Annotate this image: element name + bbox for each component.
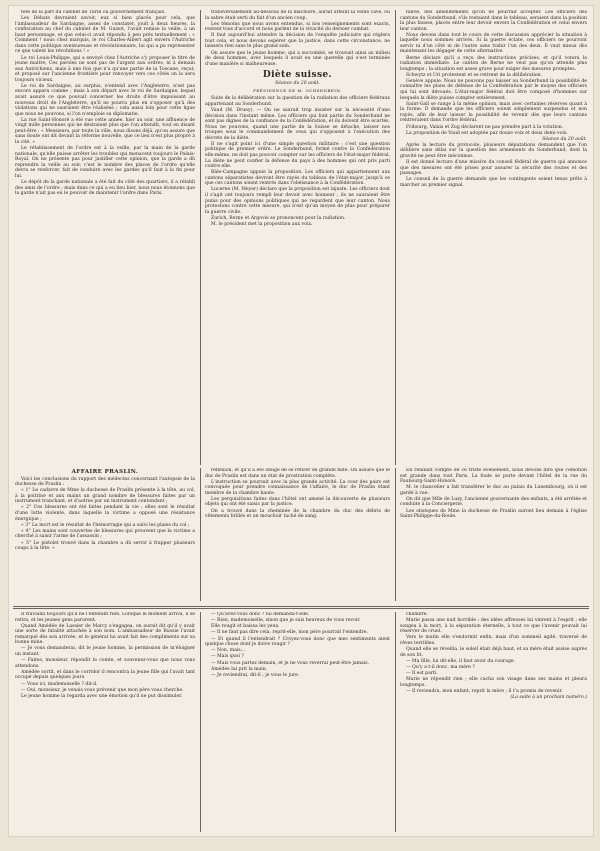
paragraph: « 1° Le cadavre de Mme la duchesse de Praslin présente à la tête, au col, à la poitrine et aux mains un grand nombre de blessures faites par un instrument tranchant, et d'autres par un instrument contondant ; <box>15 488 195 505</box>
paragraph: On dit que Mlle de Luzy, l'ancienne gouvernante des enfants, a été arrêtée et conduite à la Conciergerie. <box>400 496 587 508</box>
paragraph: Bâle-Campagne appuie la proposition. Les officiers qui appartiennent aux cantons séparatistes devront être rayés du tableau de l'état-major, jusqu'à ce que ces cantons soient rentrés dans l'obéissance à la Confédération. <box>205 170 390 187</box>
paragraph: Il est donné lecture d'une missive du conseil fédéral de guerre qui annonce que des mesures ont été prises pour assurer la sécurité des routes et des passages. <box>400 160 587 177</box>
column-rule <box>200 468 201 601</box>
feuilleton-rule-2 <box>13 608 589 609</box>
paragraph: Le rétablissement de l'ordre est à la veille, par la main de la garde nationale, qu'elle puisse arrêter les troubles qui menacent toujours le Palais-Royal. On ne présente pas pour justifier cette opinion, que la garde a dû reprendre la veille au soir, c'est le nombre des places de l'ordre qu'elle devra se renforcer, fait de conduire avec les gardes qu'il faut à la fin pour lui. <box>15 146 195 179</box>
paragraph: Fribourg, Valais et Zug déclarent ne pas prendre part à la votation. <box>406 124 564 130</box>
paragraph: M. le chancelier a fait transférer le duc au palais du Luxembourg, où il est gardé à vue. <box>400 485 587 496</box>
top-column-1 <box>15 10 195 465</box>
paragraph: — Il est parti. <box>406 671 438 677</box>
feuilleton-column-2 <box>205 612 390 832</box>
praslin-column-2 <box>205 468 390 601</box>
newspaper-page <box>9 6 593 836</box>
feuilleton-column-1 <box>15 612 195 832</box>
feuilleton-rule <box>13 606 589 607</box>
paragraph: Vaud (M. Druey). — On ne saurait trop insister sur la nécessité d'une décision dans l'instant même. Les officiers qui font partie du Sonderbund ne sont pas dignes de la confiance de la Confédération, et ils doivent être écartés. Nous ne pouvons, quand une partie de la Suisse se détache, laisser nos troupes sous le commandement de ceux qui s'opposent à l'exécution des décrets de la diète. <box>205 108 390 141</box>
paragraph: Voici les conclusions du rapport des médecins concernant l'autopsie de la duchesse de Praslin : <box>15 476 195 488</box>
paragraph: — Je reviendrai, dit-il ; je vous le jure. <box>211 672 300 678</box>
paragraph: En rendant compte de ce triste événement, nous devons dire que l'émotion est grande dans tout Paris. La foule se porte devant l'hôtel de la rue du Faubourg-Saint-Honoré. <box>400 468 587 485</box>
paragraph: Le jeune homme la regarda avec une émotion qu'il ne put dissimuler. <box>21 693 183 699</box>
column-rule <box>395 612 396 832</box>
feuilleton-column-3 <box>400 612 587 832</box>
column-rule <box>395 468 396 601</box>
paragraph: — Oui, monsieur, je venais vous prévenir que mon père vous cherche. <box>21 687 184 693</box>
praslin-column-1 <box>15 468 195 601</box>
paragraph: Genève appuie. Nous ne pouvons pas laisser au Sonderbund la possibilité de connaître les plans de défense de la Confédération par le moyen des officiers qui lui sont dévoués. L'état-major fédéral doit être composé d'hommes sur lesquels la diète puisse compter entièrement. <box>400 78 587 101</box>
top-column-2 <box>205 10 390 465</box>
paragraph: « 2° Ces blessures ont été faites pendant la vie ; elles sont le résultat d'une lutte violente, dans laquelle la victime a opposé une résistance énergique ; <box>15 505 195 522</box>
paragraph: Vers le matin elle s'endormit enfin, mais d'un sommeil agité, traversé de rêves terribles. <box>400 635 587 646</box>
paragraph: Nous devons dans tout le cours de cette discussion apprécier la situation à laquelle nous sommes arrivés. Si la guerre éclate, ces officiers ne pourront servir ni d'un côté ni de l'autre sans trahir l'un des deux. Il vaut mieux dès maintenant les dégager de cette alternative. <box>400 32 587 55</box>
presidence-line: PRÉSIDENCE DE M. OCHSENBEIN. <box>253 87 342 93</box>
paragraph: Suite de la délibération sur la question de la radiation des officiers fédéraux appartenant au Sonderbund. <box>205 96 390 107</box>
praslin-column-3 <box>400 468 587 601</box>
paragraph: Il faut aujourd'hui attendre la décision de l'enquête judiciaire qui réglera tout cela, et nous devons espérer que la justice, dans cette circonstance, ne laissera rien sans le plus grand soin. <box>205 33 390 50</box>
column-rule <box>200 612 201 832</box>
paragraph: Les obsèques de Mme la duchesse de Praslin auront lieu demain à l'église Saint-Philippe-du-Roule. <box>400 508 587 520</box>
paragraph: — Il ne faut pas dire cela, reprit-elle, mon père pourrait l'entendre. <box>211 630 368 636</box>
paragraph: Il travailla toujours qu'il ne l'entendit rien. Lorsque le moment arriva, il se retira, et les jeunes gens parurent. <box>15 612 195 623</box>
column-rule <box>395 10 396 465</box>
top-column-3 <box>400 10 587 465</box>
paragraph: On assure que le jeune homme, qui a succombé, se trouvait ainsi au milieu de deux hommes, avec lesquels il avait eu une querelle qui s'est terminée d'une manière si malheureuse. <box>205 50 390 67</box>
paragraph: Il ne s'agit point ici d'une simple question militaire ; c'est une question politique de premier ordre. Le Sonderbund, formé contre la Confédération elle-même, ne doit pas pouvoir compter sur les officiers de l'état-major fédéral. La diète ne peut confier la défense du pays à des hommes qui ont pris parti contre elle. <box>205 141 390 170</box>
paragraph: Saint-Gall se range à la même opinion, mais avec certaines réserves quant à la forme. Il demande que les officiers soient simplement suspendus et non rayés, afin de leur laisser la possibilité de revenir dès que leurs cantons rentreraient dans l'ordre fédéral. <box>400 101 587 124</box>
paragraph: — Ma fille, lui dit-elle, il faut avoir du courage. <box>406 658 516 664</box>
paragraph: Marie ne répondit rien ; elle cacha son visage dans ses mains et pleura longtemps. <box>400 677 587 688</box>
paragraph: Marie passa une nuit horrible : des idées affreuses lui vinrent à l'esprit ; elle songea à la mort, à la séparation éternelle, à tout ce que l'avenir pouvait lui réserver de cruel. <box>400 618 587 635</box>
paragraph: — Qu'y a-t-il donc, ma mère ? <box>406 664 475 670</box>
paragraph: — Mais vous partez demain, et je ne vous reverrai peut-être jamais. <box>211 660 370 666</box>
paragraph: La rue Saint-Honoré a été vue cette année, hier au soir, une affluence de vingt mille personnes qui ne désiraient plus que l'on attendît, tout en disant peut-être : « Messieurs, par toute la ville, nous disons déjà, qu'on assure que sans doute ont dit devant la réforme nouvelle, que ce lieu n'est plus propre à la cité. » <box>15 117 195 145</box>
paragraph: Elle rougit et baissa les yeux. <box>211 624 280 630</box>
paragraph: « 3° La mort est le résultat de l'hémorragie qui a suivi les plaies du col ; <box>21 522 190 528</box>
paragraph: Les perquisitions faites dans l'hôtel ont amené la découverte de plusieurs objets qui ont été saisis par la justice. <box>205 496 390 508</box>
paragraph: Le dépôt de la garde nationale a été fait du côté des quartiers, il a rétabli des amis de l'ordre ; mais dans ce qui a eu lieu hier, nous nous étonnons que la garde n'ait pas eu le pouvoir de maintenir l'ordre dans Paris. <box>15 179 195 197</box>
paragraph: — Vous ici, mademoiselle ? dit-il. <box>21 681 98 687</box>
paragraph: — Je vous demanderai, dit le jeune homme, la permission de m'éloigner un instant. <box>15 646 195 658</box>
paragraph: — Il reviendra, mon enfant, reprit la mère ; il t'a promis de revenir. <box>406 688 563 694</box>
paragraph: — Et quand il l'entendrait ? Croyez-vous donc que mes sentiments aient quelque chose dont je doive rougir ? <box>205 636 390 648</box>
paragraph: Le roi de Sardaigne, au surplus, n'entend avec l'Angleterre, n'est pas encore apparu comme ; mais à son départ avec le roi de Sardaigne, lequel avait assuré ce que pouvait concerner les droits d'être impuissant au nouveau droit de l'Angleterre, qu'il ne pourra plus en s'opposer qu'à des violations qui ne sauraient être réalisées ; cela aussi loin pour cette ligue que nous ne pouvons, si l'on n'emploie sa diplomatie. <box>15 83 195 117</box>
paragraph: réflexion, et qu'il a été obligé de se retirer en grande hâte. On assure que le duc de Praslin est dans un état de prostration complète. <box>205 468 390 479</box>
paragraph: Après la lecture du protocole, plusieurs députations demandent que l'on délibère sans délai sur la question des armements du Sonderbund, dont la gravité ne peut être méconnue. <box>400 142 587 160</box>
seance-signoff: Séance du 20 août. <box>542 136 587 142</box>
paragraph: M. le président met la proposition aux voix. <box>211 221 313 227</box>
paragraph: — Faites, monsieur, répondit le comte, et souvenez-vous que nous vous attendons. <box>15 658 195 669</box>
paragraph: Quand elle se réveilla, le soleil était déjà haut, et sa mère était assise auprès de son lit. <box>400 647 587 658</box>
paragraph: « 4° Les mains sont couvertes de blessures qui prouvent que la victime a cherché à saisir l'arme de l'assassin ; <box>15 528 195 540</box>
paragraph: — Mais quoi ? <box>211 654 244 660</box>
paragraph: tête de la part du cabinet de Turin ou gouvernement français. <box>21 10 166 15</box>
paragraph: Le conseil de la guerre demande que les contingents soient tenus prêts à marcher au premier signal. <box>400 177 587 188</box>
paragraph: Les Débats devraient savoir, eux si bien placés pour cela, que l'ambassadeur de Sardaigne, assez de constater, jouit à deux heures, la confiscation au chef du cabinet de M. Guizot, l'avait remise la veille, à un haut personnage, et que celui-ci avait répondu à peu près textuellement : « Comment ! nous chez marquis, le roi Charles-Albert agit envers l'Autriche dans cette politique aventureuse et révolutionnaire, lui qui a pu représenter ce que valent les révolutions ! » <box>15 16 195 55</box>
paragraph: Berne déclare qu'il a reçu des instructions précises, et qu'il votera la radiation immédiate. Le canton de Berne ne veut pas qu'on attende plus longtemps ; la situation est assez grave pour exiger des mesures promptes. <box>400 55 587 72</box>
paragraph: Schwytz et Uri protestent et se retirent de la délibération. <box>406 72 543 78</box>
paragraph: L'instruction se poursuit avec la plus grande activité. La cour des pairs est convoquée pour prendre connaissance de l'affaire, le duc de Praslin étant membre de la chambre haute. <box>205 479 390 496</box>
paragraph: La proposition de Vaud est adoptée par douze voix et deux demi-voix. <box>406 130 568 136</box>
paragraph: — Qu'avez-vous donc ? lui demanda-t-elle. <box>211 612 310 617</box>
paragraph: Zurich, Berne et Argovie se prononcent pour la radiation. <box>211 215 346 221</box>
paragraph: Amédée sortit, et dans le corridor il rencontra la jeune fille qui l'avait tant occupé depuis quelques jours. <box>15 669 195 681</box>
paragraph: « 5° Le pistolet trouvé dans la chambre a dû servir à frapper plusieurs coups à la tête. » <box>15 540 195 552</box>
paragraph: Le roi Louis-Philippe, qui a envoyé chez l'Autriche s'y proposer le titre de jeune maître, Ces paroles ne sont pas de l'argent aux ordres, ni à demain aux Autrichiens, mais à une fois que n'a qu'une partie de la Toscane, reçut, et proposé sur l'ancienne frontière pour renvoyer vers ces côtés on la sera toujours vicieux. <box>15 55 195 83</box>
paragraph: Les témoins que nous avons entendus, si nos renseignements sont exacts, restent tous d'accord et nous parlent de la vivacité du dernier combat. <box>205 21 390 33</box>
paragraph: taires, des amendements qu'on ne pourrait accepter. Les officiers des cantons du Sonderbund, s'ils restaient dans le tableau, seraient dans la position la plus fausse, placés entre leur devoir envers la Confédération et celui envers leur canton. <box>400 10 587 32</box>
diete-suisse-heading: Diète suisse. <box>262 70 333 81</box>
paragraph: transversalement au-dessous de la mâchoire, aurait atteint la veine cave, où la sabre était serti du fait d'un ancien coup. <box>205 10 390 21</box>
affaire-praslin-heading: AFFAIRE PRASLIN. <box>71 469 139 475</box>
paragraph: — Non, mais... <box>211 648 246 654</box>
column-rule <box>200 10 201 465</box>
paragraph: Amédée lui prit la main. <box>211 666 268 672</box>
feuilleton-signoff: (La suite à un prochain numéro.) <box>510 695 587 700</box>
paragraph: — Rien, mademoiselle, sinon que je suis heureux de vous revoir. <box>211 618 361 624</box>
paragraph: chambre. <box>406 612 428 617</box>
paragraph: On a trouvé dans la cheminée de la chambre du duc des débris de vêtements brûlés et un mouchoir taché de sang. <box>205 508 390 520</box>
paragraph: Lucerne (M. Meyer) déclare que la proposition est injuste. Les officiers dont il s'agit ont toujours rempli leur devoir avec honneur ; ils ne sauraient être punis pour des opinions politiques qui ne regardent que leur canton. Nous protestons contre cette mesure, qui n'est qu'un moyen de plus pour préparer la guerre civile. <box>205 187 390 215</box>
seance-date: Séance du 20 août. <box>275 81 320 87</box>
paragraph: Quand Amédée de Lassier de Marcy s'engagea, on aurait dit qu'il y avait une sorte de fatalité attachée à son nom. L'ambassadeur de Russie l'avait remarqué dès son arrivée, et le général lui avait fait des compliments sur sa bonne mine. <box>15 623 195 646</box>
